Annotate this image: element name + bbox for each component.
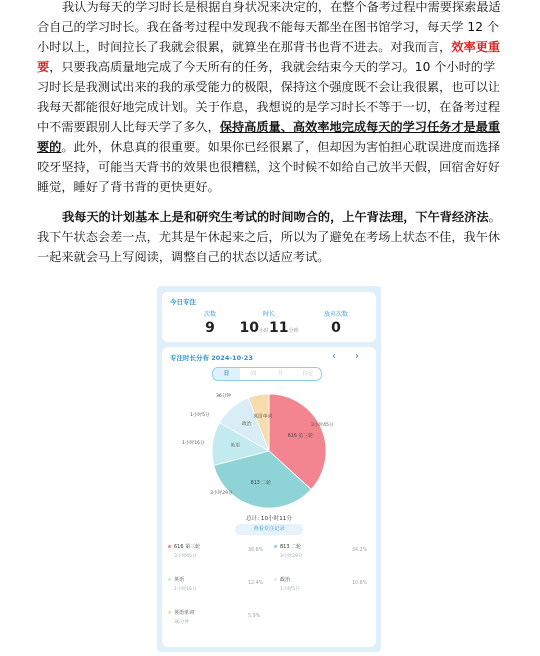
pie-slice-label-4: 英语单词 — [253, 414, 273, 420]
paragraph-study-duration — [37, 0, 503, 197]
today-focus-card — [162, 292, 376, 342]
duration-hours: 10 — [239, 320, 259, 336]
count-label: 次数 — [203, 311, 216, 318]
para1-text-c: 。此外，休息真的很重要。如果你已经很累了，但却因为害怕担心耽误进度而选择咬牙坚持，可能当天背书的效果也很糟糕，这个时候不如给自己放半天假，回宿舍好好睡觉，睡好了背书背的更快更好。 — [37, 140, 501, 194]
pie-slice-label-3: 政治 — [241, 422, 252, 428]
legend-name: 813 二轮 — [280, 544, 302, 550]
duration-hours-unit: 小时 — [258, 328, 269, 334]
abandon-label: 放弃次数 — [323, 311, 348, 318]
pie-label-813: 3小时29分 — [210, 491, 233, 496]
legend-name: 政治 — [280, 577, 291, 583]
focus-pie-chart — [162, 383, 376, 513]
legend-name: 英语单词 — [174, 610, 195, 616]
view-focus-record-button[interactable]: 查看专注记录 — [235, 524, 303, 535]
duration-minutes-unit: 分钟 — [288, 328, 299, 334]
range-tabs — [212, 367, 322, 381]
abandon-value: 0 — [331, 320, 341, 336]
pie-label-616: 3小时45分 — [311, 423, 334, 428]
legend-percent: 10.8% — [352, 581, 368, 586]
tab-custom[interactable]: 自定 — [301, 371, 313, 377]
legend-percent: 36.8% — [248, 548, 264, 553]
legend-name: 英语 — [174, 577, 185, 583]
legend-duration: 3小时29分 — [280, 554, 303, 559]
distribution-card — [162, 347, 376, 647]
count-value: 9 — [205, 320, 215, 336]
pie-label-politics: 1小时5分 — [190, 413, 210, 418]
legend-item-2 — [174, 576, 197, 592]
legend-duration: 1小时16分 — [174, 587, 197, 592]
pie-label-words: 36分钟 — [216, 394, 232, 399]
legend-percent: 12.4% — [248, 581, 264, 586]
para2-rest: 。我下午状态会差一点，尤其是午休起来之后，所以为了避免在考场上状态不佳，我午休一起来就会马上写阅读，调整自己的状态以适应考试。 — [37, 210, 501, 264]
para1-text-b: ，只要我高质量地完成了今天所有的任务，我就会结束今天的学习。10 个小时的学习时长是我测试出来的我的承受能力的极限，保持这个强度既不会让我很累，也可以让我每天都能很好地完成计划。关于作息，我想说的是学习时长不等于一切，在备考过程中不需要跟别人比每天学了多久， — [37, 60, 501, 134]
para1-text-a: 我认为每天的学习时长是根据自身状况来决定的，在整个备考过程中需要探索最适合自己的学习时长。我在备考过程中发现我不能每天都坐在图书馆学习，每天学 12 个小时以上，时间拉长了我就会很累，就算坐在那背书也背不进去。对我而言， — [37, 0, 501, 54]
legend-percent: 5.9% — [248, 614, 261, 619]
duration-minutes: 11 — [269, 320, 289, 336]
para2-bold: 我每天的计划基本上是和研究生考试的时间吻合的，上午背法理，下午背经济法 — [62, 210, 489, 224]
legend-item-3 — [280, 576, 300, 592]
duration-label: 时长 — [262, 311, 275, 318]
prev-date-icon[interactable]: ‹ — [332, 351, 336, 362]
legend-name: 616 第三轮 — [174, 544, 201, 550]
legend-item-4 — [174, 609, 194, 625]
legend-dot-icon — [168, 545, 171, 548]
distribution-title: 专注时长分布 2024-10-23 — [170, 354, 253, 362]
tab-week[interactable]: 周 — [250, 371, 257, 377]
legend-duration: 1小时5分 — [280, 587, 300, 592]
duration-value — [233, 320, 305, 336]
legend-item-1 — [280, 543, 303, 559]
legend-dot-icon — [274, 545, 277, 548]
focus-app-screenshot — [157, 286, 381, 652]
pie-slice-label-0: 616 第三轮 — [287, 434, 313, 440]
legend-percent: 34.2% — [352, 548, 368, 553]
total-duration: 总计: 10小时11分 — [246, 516, 292, 522]
pie-slice-label-1: 813 二轮 — [250, 481, 271, 487]
pie-label-english: 1小时16分 — [182, 441, 205, 446]
para1-highlight-red: 效率更重要 — [37, 40, 501, 74]
paragraph-daily-plan — [37, 207, 503, 267]
legend-duration: 3小时45分 — [174, 554, 197, 559]
next-date-icon[interactable]: › — [355, 351, 359, 362]
legend-dot-icon — [168, 611, 171, 614]
pie-slice-label-2: 英语 — [230, 443, 240, 449]
legend-dot-icon — [168, 578, 171, 581]
tab-month[interactable]: 月 — [277, 371, 284, 377]
legend-duration: 36分钟 — [174, 620, 190, 625]
para1-highlight-bold: 保持高质量、高效率地完成每天的学习任务才是最重要的 — [37, 120, 501, 154]
tab-day[interactable]: 日 — [213, 368, 240, 380]
legend-dot-icon — [274, 578, 277, 581]
today-focus-title: 今日专注 — [170, 298, 196, 306]
legend-item-0 — [174, 543, 200, 559]
